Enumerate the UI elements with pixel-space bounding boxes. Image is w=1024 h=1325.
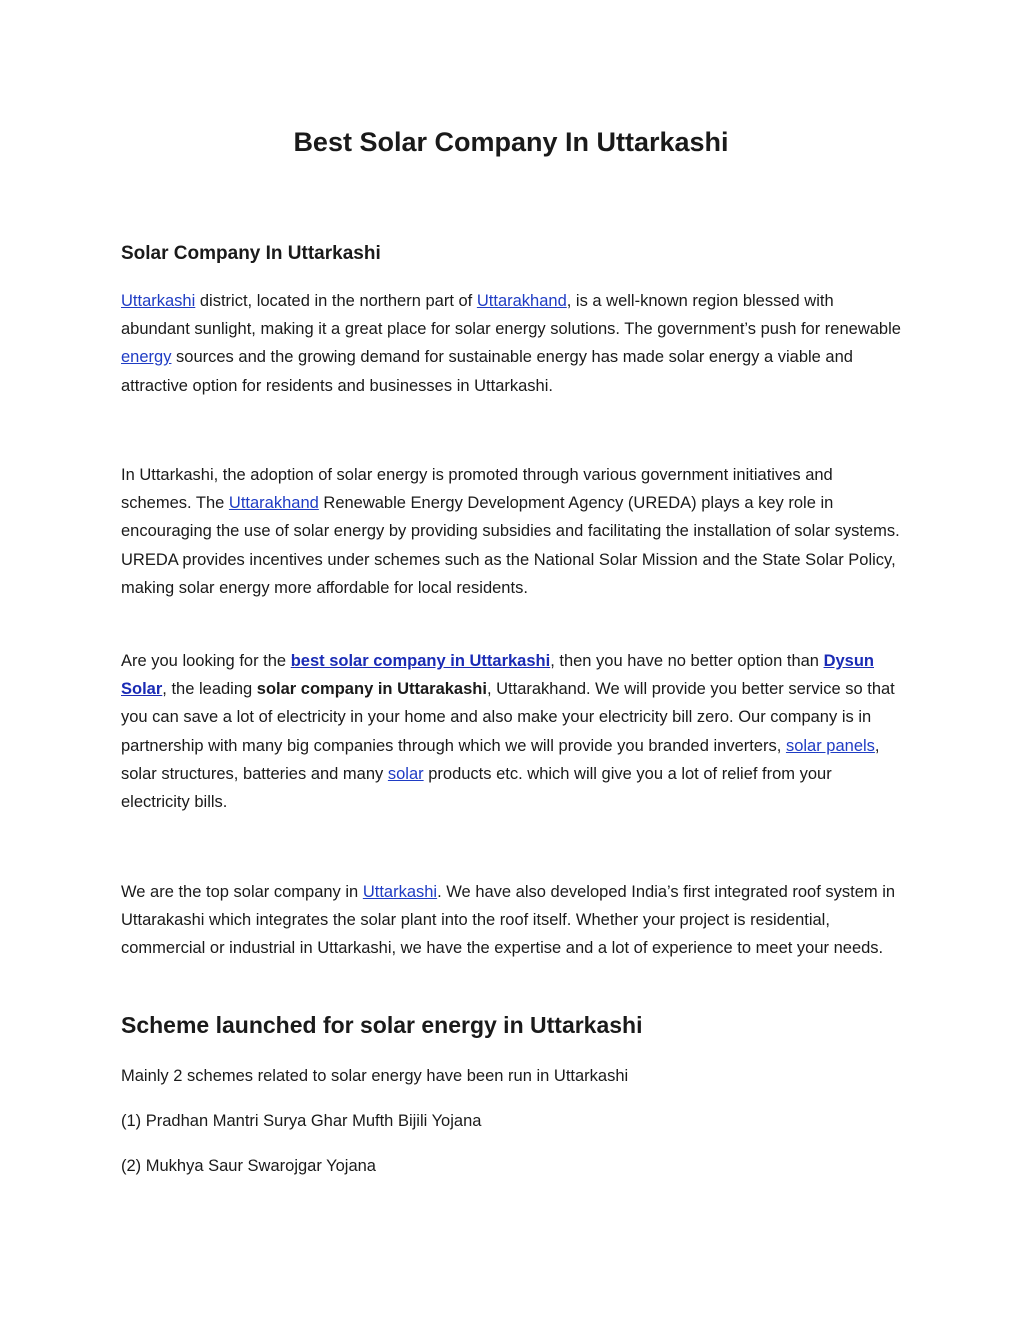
text: products etc. which will give you a lot of relief from your electricity bills.: [121, 764, 832, 812]
text: district, located in the northern part of: [195, 292, 477, 310]
paragraph-schemes-intro: Mainly 2 schemes related to solar energy have been run in Uttarkashi: [121, 1067, 629, 1085]
section-heading-solar-company: Solar Company In Uttarkashi: [121, 243, 381, 264]
paragraph-intro: [121, 287, 901, 400]
paragraph-top-company: [121, 878, 901, 963]
link-uttarakhand[interactable]: Uttarakhand: [476, 292, 567, 310]
link-uttarkashi[interactable]: Uttarkashi: [121, 292, 196, 310]
text: , Uttarakhand. We will provide you better service so that you can save a lot of electricity in your home and also make your electricity bill zero. Our company is in partnership with many big companies through which we will provide you branded inverters,: [121, 680, 895, 755]
link-solar[interactable]: solar: [387, 764, 424, 783]
text: , the leading: [162, 680, 257, 699]
text: In Uttarkashi, the adoption of solar energy is promoted through various government initiatives and schemes. The: [121, 466, 833, 513]
text: , solar structures, batteries and many: [121, 736, 880, 783]
text: We are the top solar company in: [121, 883, 363, 901]
link-uttarakhand[interactable]: Uttarakhand: [228, 494, 319, 513]
paragraph-adoption: [121, 461, 901, 602]
link-dysun-solar[interactable]: Dysun Solar: [121, 652, 874, 699]
link-solar-panels[interactable]: solar panels: [785, 736, 875, 755]
page-title: Best Solar Company In Uttarkashi: [293, 127, 729, 157]
link-best-solar-company[interactable]: best solar company in Uttarkashi: [290, 652, 551, 670]
text: Are you looking for the: [121, 652, 291, 670]
link-uttarkashi[interactable]: Uttarkashi: [362, 883, 438, 901]
text: , then you have no better option than: [550, 652, 824, 670]
link-energy[interactable]: energy: [121, 348, 172, 367]
bold-text: solar company in Uttarakashi: [256, 680, 487, 699]
text: Renewable Energy Development Agency (UREDA) plays a key role in encouraging the use of solar energy by providing subsidies and facilitating the installation of solar systems. UREDA provides incentives under schemes such as the National Solar Mission and the State Solar Policy, making solar energy more affordable for local residents.: [121, 494, 900, 597]
text: , is a well-known region blessed with abundant sunlight, making it a great place for solar energy solutions. The government’s push for renewable: [121, 292, 901, 339]
paragraph-dysun: [121, 647, 901, 816]
section-heading-schemes: Scheme launched for solar energy in Uttarkashi: [121, 1012, 643, 1038]
list-item-scheme-1: (1) Pradhan Mantri Surya Ghar Mufth Bijili Yojana: [121, 1112, 482, 1130]
text: sources and the growing demand for sustainable energy has made solar energy a viable and attractive option for residents and businesses in Uttarkashi.: [121, 348, 853, 395]
text: . We have also developed India’s first integrated roof system in Uttarakashi which integrates the solar plant into the roof itself. Whether your project is residential, commercial or industrial in Uttarkashi, we have the expertise and a lot of experience to meet your needs.: [121, 883, 896, 958]
list-item-scheme-2: (2) Mukhya Saur Swarojgar Yojana: [121, 1157, 376, 1175]
